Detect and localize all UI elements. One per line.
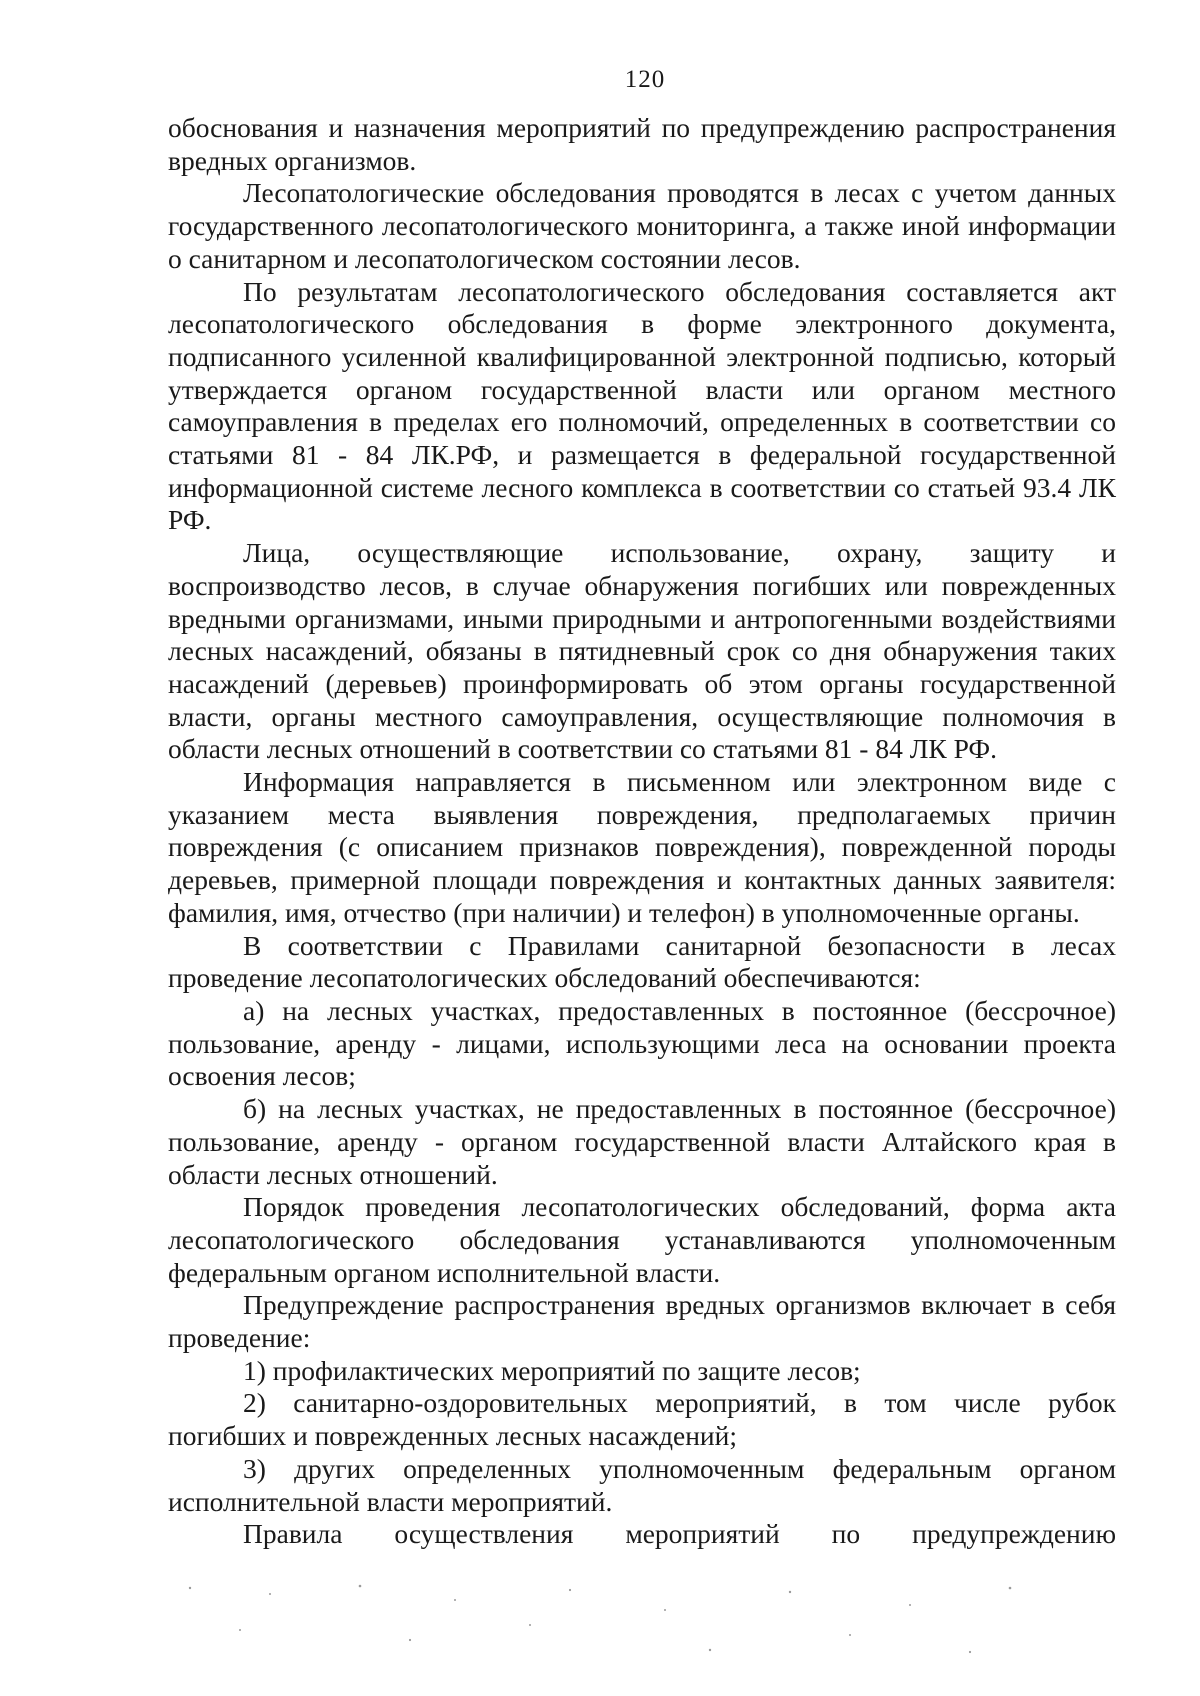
paragraph: Лесопатологические обследования проводятся в лесах с учетом данных государственного лесопатологического мониторинга, а также иной информации о санитарном и лесопатологическом состоянии лесов. [168,177,1116,274]
paragraph: Лица, осуществляющие использование, охрану, защиту и воспроизводство лесов, в случае обнаружения погибших или поврежденных вредными организмами, иными природными и антропогенными воздействиями лесных насаждений, обязаны в пятидневный срок со дня обнаружения таких насаждений (деревьев) проинформировать об этом органы государственной власти, органы местного самоуправления, осуществляющие полномочия в области лесных отношений в соответствии со статьями 81 - 84 ЛК РФ. [168,537,1116,765]
paragraph: Предупреждение распространения вредных организмов включает в себя проведение: [168,1289,1116,1354]
paragraph: Информация направляется в письменном или электронном виде с указанием места выявления повреждения, предполагаемых причин повреждения (с описанием признаков повреждения), поврежденной породы деревьев, примерной площади повреждения и контактных данных заявителя: фамилия, имя, отчество (при наличии) и телефон) в уполномоченные органы. [168,766,1116,928]
list-item-1: 1) профилактических мероприятий по защите лесов; [243,1354,861,1386]
paragraph: По результатам лесопатологического обследования составляется акт лесопатологического обследования в форме электронного документа, подписанного усиленной квалифицированной электронной подписью, который утверждается органом государственной власти или органом местного самоуправления в пределах его полномочий, определенных в соответствии со статьями 81 - 84 ЛК.РФ, и размещается в федеральной государственной информационной системе лесного комплекса в соответствии со статьей 93.4 ЛК РФ. [168,275,1116,536]
list-item-a: а) на лесных участках, предоставленных в постоянное (бессрочное) пользование, аренду - лицами, использующими леса на основании проекта освоения лесов; [168,994,1116,1092]
paragraph-continuation: обоснования и назначения мероприятий по предупреждению распространения вредных организмов. [168,112,1116,176]
document-body [168,112,1116,1551]
list-item-2: 2) санитарно-оздоровительных мероприятий, в том числе рубок погибших и поврежденных лесных насаждений; [168,1387,1116,1452]
list-item-b: б) на лесных участках, не предоставленных в постоянное (бессрочное) пользование, аренду - органом государственной власти Алтайского края в области лесных отношений. [168,1093,1116,1190]
paragraph-truncated: Правила осуществления мероприятий по предупреждению [243,1518,1116,1550]
page-number: 120 [624,66,666,93]
paragraph: Порядок проведения лесопатологических обследований, форма акта лесопатологического обследования устанавливаются уполномоченным федеральным органом исполнительной власти. [168,1191,1116,1288]
scan-noise [150,1580,1110,1670]
paragraph: В соответствии с Правилами санитарной безопасности в лесах проведение лесопатологических обследований обеспечиваются: [168,929,1116,994]
list-item-3: 3) других определенных уполномоченным федеральным органом исполнительной власти мероприятий. [168,1452,1116,1517]
